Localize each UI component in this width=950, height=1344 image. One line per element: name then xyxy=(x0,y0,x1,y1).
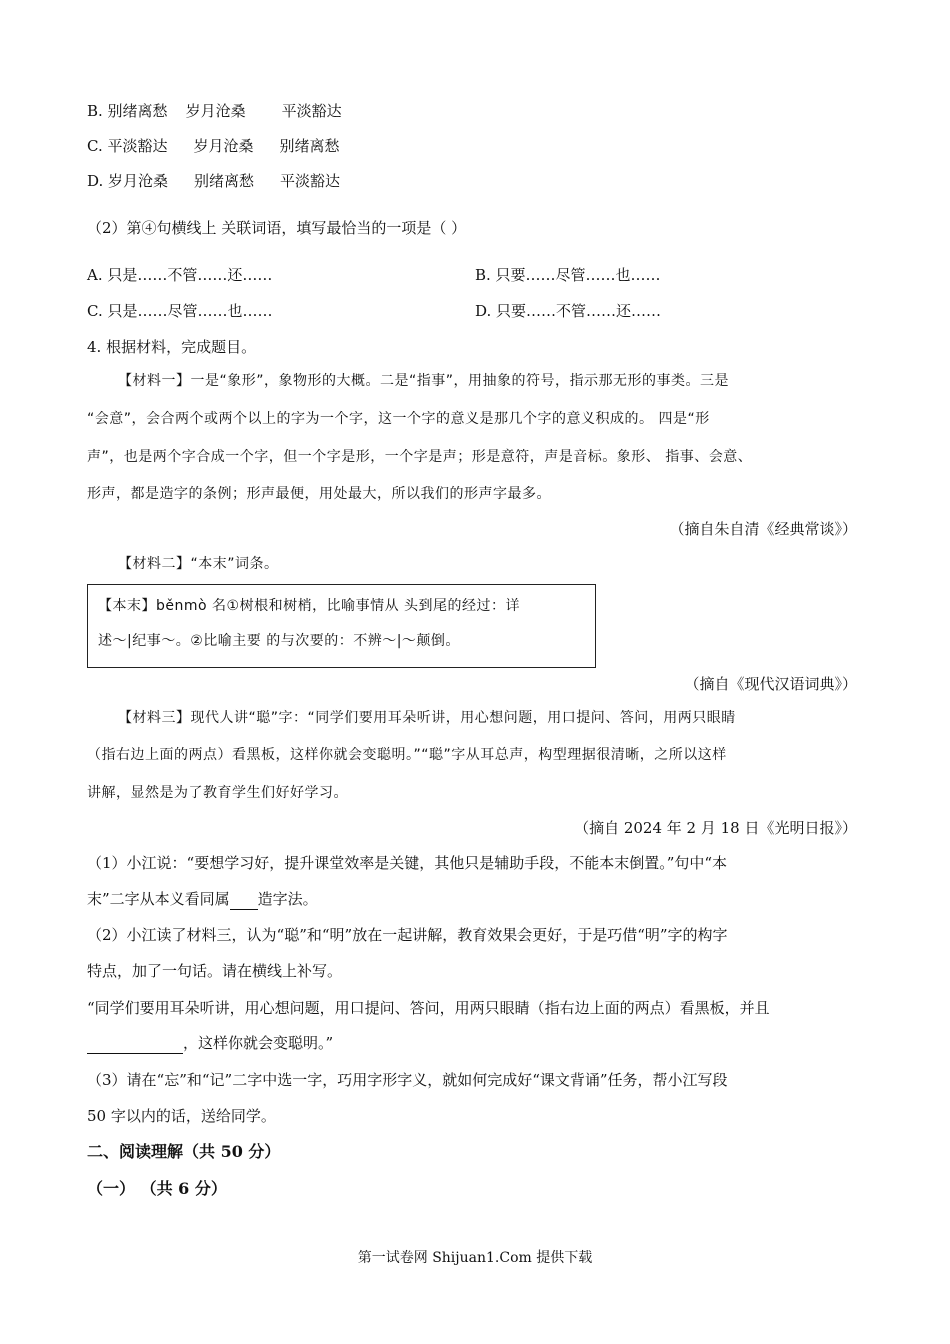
option-b-third: 平淡豁达 xyxy=(281,102,342,120)
material1-line: 形声，都是造字的条例；形声最便，用处最大，所以我们的形声字最多。 xyxy=(87,486,551,502)
option-b-second: 岁月沧桑 xyxy=(185,102,246,120)
option-c-third: 别绪离愁 xyxy=(279,137,340,155)
material3-source: （摘自 2024 年 2 月 18 日《光明日报》） xyxy=(574,819,857,837)
q4-sub2-line: 特点，加了一句话。请在横线上补写。 xyxy=(87,962,343,980)
material1-line: 声”，也是两个字合成一个字，但一个字是形，一个字是声；形是意符，声是音标。象形、 指事、会意、 xyxy=(87,449,753,465)
q4-sub3-line: 50 字以内的话，送给同学。 xyxy=(87,1107,276,1125)
q4-sub1-line: （1）小江说：“要想学习好，提升课堂效率是关键，其他只是辅助手段，不能本末倒置。”句中“本 xyxy=(87,854,728,872)
q4-sub2-quote-end: ，这样你就会变聪明。” xyxy=(183,1034,334,1052)
material3-line: （指右边上面的两点）看黑板，这样你就会变聪明。”“聪”字从耳总声，构型理据很清晰，之所以这样 xyxy=(87,747,727,763)
dictionary-entry-line: 述～|纪事～。②比喻主要 的与次要的：不辨～|～颠倒。 xyxy=(98,633,460,649)
option-c-second: 岁月沧桑 xyxy=(193,137,254,155)
option-c-label: C. 平淡豁达 xyxy=(87,137,168,155)
dictionary-entry-box xyxy=(87,584,596,668)
answer-blank[interactable] xyxy=(87,1037,183,1054)
dictionary-entry-line: 【本末】běnmò 名①树根和树梢，比喻事情从 头到尾的经过：详 xyxy=(98,598,521,614)
q4-stem: 4. 根据材料，完成题目。 xyxy=(87,338,257,356)
q4-sub3-line: （3）请在“忘”和“记”二字中选一字，巧用字形字义，就如何完成好“课文背诵”任务，帮小江写段 xyxy=(87,1071,728,1089)
q3-sub2-option-c: C. 只是……尽管……也…… xyxy=(87,302,273,320)
q4-sub2-quote: “同学们要用耳朵听讲，用心想问题，用口提问、答问，用两只眼睛（指右边上面的两点）看黑板，并且 xyxy=(87,999,770,1017)
q4-sub1-text-end: 造字法。 xyxy=(257,890,318,908)
option-d-label: D. 岁月沧桑 xyxy=(87,172,169,190)
section2-title: 二、阅读理解（共 50 分） xyxy=(87,1142,281,1161)
answer-blank[interactable] xyxy=(230,893,258,910)
q3-sub2-option-b: B. 只要……尽管……也…… xyxy=(475,266,661,284)
q3-option-c xyxy=(87,135,340,157)
q3-sub2-option-d: D. 只要……不管……还…… xyxy=(475,302,662,320)
material1-line: “会意”，会合两个或两个以上的字为一个字，这一个字的意义是那几个字的意义积成的。 四是“形 xyxy=(87,411,710,427)
material1-source: （摘自朱自清《经典常谈》） xyxy=(669,520,857,538)
material1-line: 【材料一】一是“象形”，象物形的大概。二是“指事”，用抽象的符号，指示那无形的事类。三是 xyxy=(118,373,730,389)
q3-option-b xyxy=(87,100,342,122)
material2-source: （摘自《现代汉语词典》） xyxy=(684,675,857,693)
q4-sub1-line2 xyxy=(87,888,318,910)
q4-sub2-line4 xyxy=(87,1032,333,1054)
option-b-label: B. 别绪离愁 xyxy=(87,102,168,120)
q3-sub2-stem: （2）第④句横线上 关联词语，填写最恰当的一项是（ ） xyxy=(87,219,467,237)
q4-sub2-line: （2）小江读了材料三，认为“聪”和“明”放在一起讲解，教育效果会更好，于是巧借“明”字的构字 xyxy=(87,926,728,944)
q3-option-d xyxy=(87,170,340,192)
option-d-third: 平淡豁达 xyxy=(280,172,341,190)
section2-subtitle: （一） （共 6 分） xyxy=(87,1179,227,1198)
option-d-second: 别绪离愁 xyxy=(194,172,255,190)
material3-line: 讲解，显然是为了教育学生们好好学习。 xyxy=(87,785,348,801)
q4-sub1-text: 末”二字从本义看同属 xyxy=(87,890,230,908)
page-footer: 第一试卷网 Shijuan1.Com 提供下载 xyxy=(357,1250,593,1266)
material2-title: 【材料二】“本末”词条。 xyxy=(118,556,279,572)
q3-sub2-option-a: A. 只是……不管……还…… xyxy=(87,266,273,284)
material3-line: 【材料三】现代人讲“聪”字：“同学们要用耳朵听讲，用心想问题，用口提问、答问，用两只眼睛 xyxy=(118,710,736,726)
